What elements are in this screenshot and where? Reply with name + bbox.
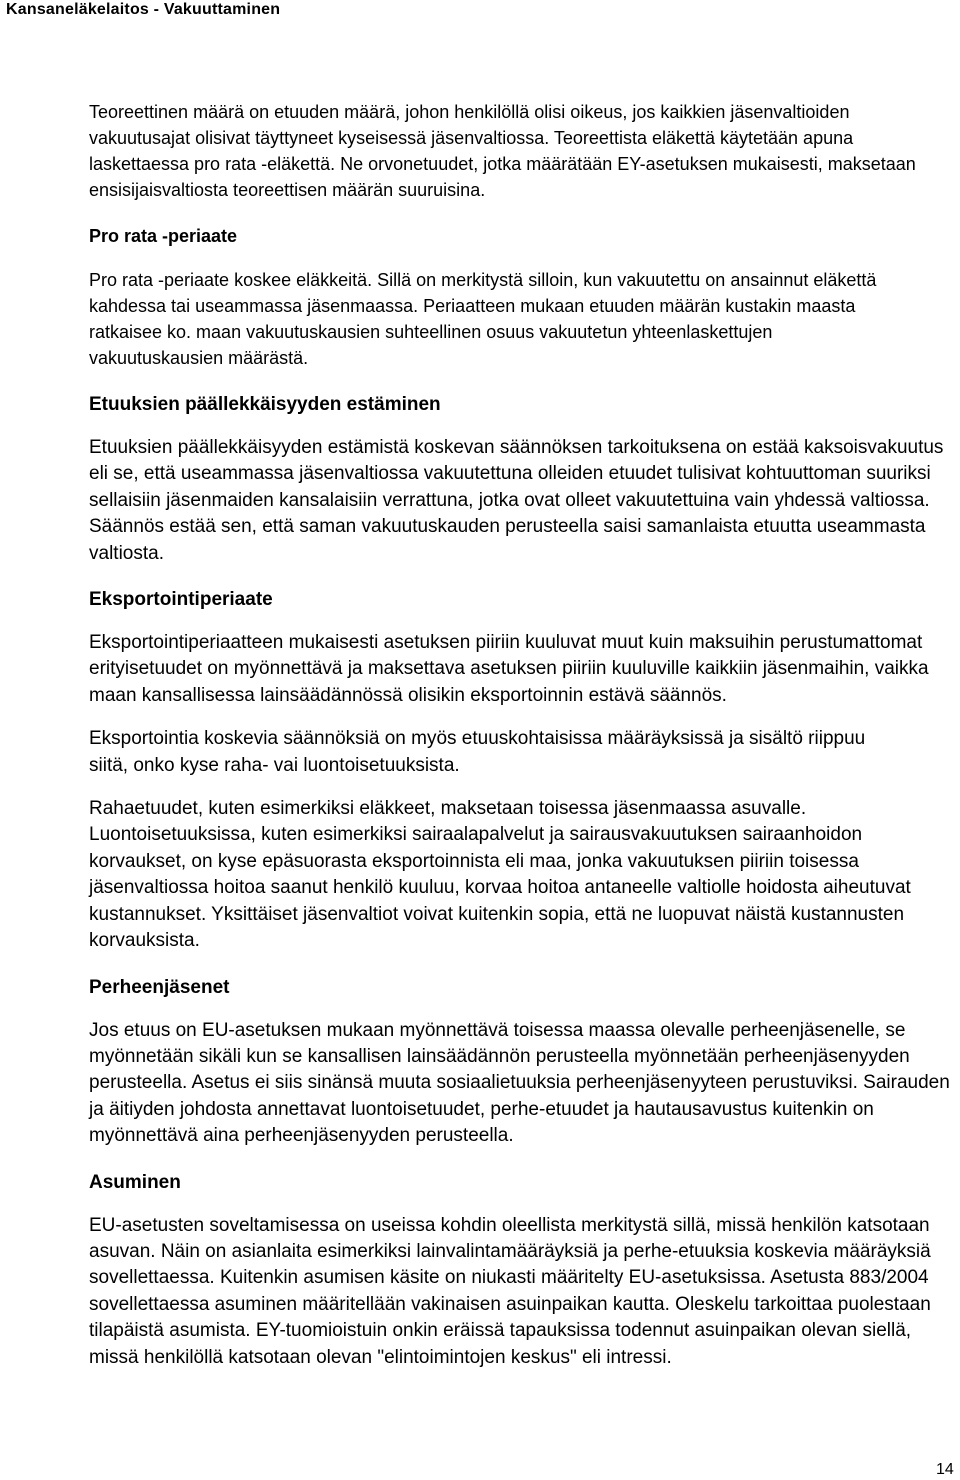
paragraph-paallekkaisyys: Etuuksien päällekkäisyyden estämistä koskevan säännöksen tarkoituksena on estää kaksoisvakuutus eli se, että useammassa jäsenvaltiossa vakuutettuna olleiden etuudet tulisivat kohtuuttoman suuriksi sellaisiin jäsenmaiden kansalaisiin verrattuna, jotka ovat olleet vakuutettuina vain yhdessä valtiossa. Säännös estää sen, että saman vakuutuskauden perusteella saisi samanlaista etuutta useammasta valtiosta. [89,437,944,564]
paragraph-asuminen: EU-asetusten soveltamisessa on useissa kohdin oleellista merkitystä sillä, missä henkilön katsotaan asuvan. Näin on asianlaita esimerkiksi lainvalintamääräyksiä ja perhe-etuuksia koskevia määräyksiä sovellettaessa. Kuitenkin asumisen käsite on niukasti määritelty EU-asetuksissa. Asetusta 883/2004 sovellettaessa asuminen määritellään vakinaisen asuinpaikan kautta. Oleskelu tarkoittaa puolestaan tilapäistä asumista. EY-tuomioistuin onkin eräissä tapauksissa todennut asuinpaikan olevan siellä, missä henkilöllä katsotaan olevan "elintoimintojen keskus" eli intressi. [89,1214,931,1368]
paragraph-pro-rata: Pro rata -periaate koskee eläkkeitä. Sillä on merkitystä silloin, kun vakuutettu on ansainnut eläkettä kahdessa tai useammassa jäsenmaassa. Periaatteen mukaan etuuden määrän kustakin maasta ratkaisee ko. maan vakuutuskausien suhteellinen osuus vakuutetun yhteenlaskettujen vakuutuskausien määrästä. [89,270,877,368]
heading-paallekkaisyys: Etuuksien päällekkäisyyden estäminen [89,394,441,415]
running-header: Kansaneläkelaitos - Vakuuttaminen [6,1,281,18]
paragraph-eksportointi-3: Rahaetuudet, kuten esimerkiksi eläkkeet, maksetaan toisessa jäsenmaassa asuvalle. Luontoisetuuksissa, kuten esimerkiksi sairaalapalvelut ja sairausvakuutuksen sairaanhoidon korvaukset, on kyse epäsuorasta eksportoinnista eli maa, jonka vakuutuksen piiriin toisessa jäsenvaltiossa hoitoa saanut henkilö kuuluu, korvaa hoitoa antaneelle valtiolle hoidosta aiheutuvat kustannukset. Yksittäiset jäsenvaltiot voivat kuitenkin sopia, että ne luopuvat näistä kustannusten korvauksista. [89,798,911,952]
document-body [89,99,955,1371]
section-main [89,392,955,1371]
heading-pro-rata: Pro rata -periaate [89,226,238,246]
paragraph-teoreettinen-maara: Teoreettinen määrä on etuuden määrä, johon henkilöllä olisi oikeus, jos kaikkien jäsenvaltioiden vakuutusajat olisivat täyttyneet kyseisessä jäsenvaltiossa. Teoreettista eläkettä käytetään apuna laskettaessa pro rata -eläkettä. Ne orvonetuudet, jotka määrätään EY-asetuksen mukaisesti, maksetaan ensisijaisvaltiosta teoreettisen määrän suuruisina. [89,102,916,200]
page-number: 14 [936,1461,954,1478]
section-teoreettinen [89,99,955,371]
heading-perheenjasenet: Perheenjäsenet [89,976,230,998]
heading-eksportointi: Eksportointiperiaate [89,589,273,611]
paragraph-eksportointi-2: Eksportointia koskevia säännöksiä on myös etuuskohtaisissa määräyksissä ja sisältö riippuu siitä, onko kyse raha- vai luontoisetuuksista. [89,728,866,776]
paragraph-eksportointi-1: Eksportointiperiaatteen mukaisesti asetuksen piiriin kuuluvat muut kuin maksuihin perustumattomat erityisetuudet on myönnettävä ja maksettava asetuksen piiriin kuuluville kaikkiin jäsenmaihin, vaikka maan kansallisessa lainsäädännössä olisikin eksportoinnin estävä säännös. [89,632,929,706]
heading-asuminen: Asuminen [89,1171,181,1193]
paragraph-perheenjasenet: Jos etuus on EU-asetuksen mukaan myönnettävä toisessa maassa olevalle perheenjäsenelle, se myönnetään sikäli kun se kansallisen lainsäädännön perusteella myönnetään perheenjäsenyyden perusteella. Asetus ei siis sinänsä muuta sosiaalietuuksia perheenjäsenyyteen perustuviksi. Sairauden ja äitiyden johdosta annettavat luontoisetuudet, perhe-etuudet ja hautausavustus kuitenkin on myönnettävä aina perheenjäsenyyden perusteella. [89,1019,950,1147]
